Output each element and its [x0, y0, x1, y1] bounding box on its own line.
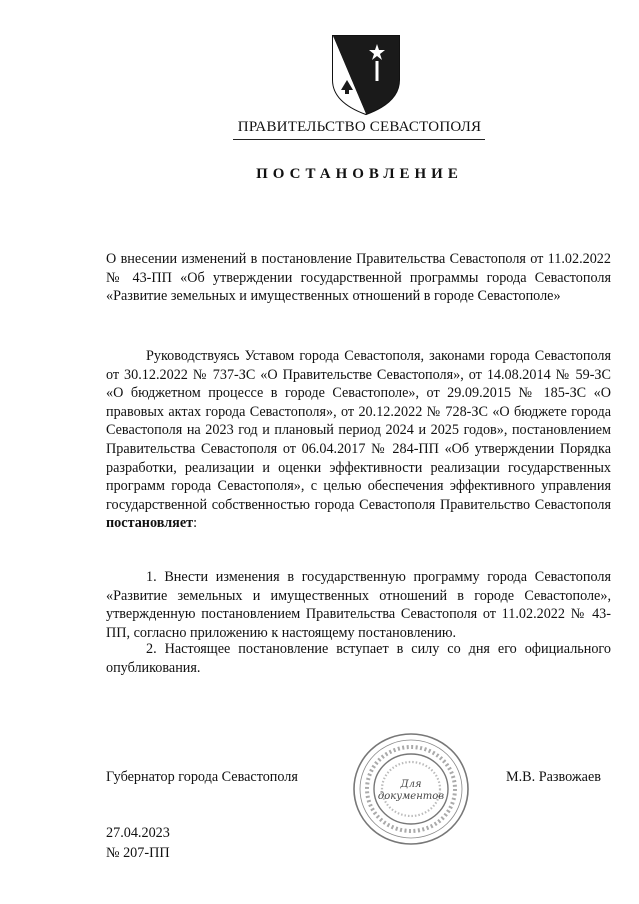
document-type-label: ПОСТАНОВЛЕНИЕ	[256, 166, 463, 182]
decree-item-1: 1. Внести изменения в государственную программу города Севастополя «Развитие земельных и имущественных отношений в городе Севастополе», утвержденную постановлением Правительства Севастополя от 11.02.2022 № 43-ПП, согласно приложению к настоящему постановлению.	[106, 569, 611, 641]
preamble-paragraph	[106, 347, 611, 533]
official-stamp	[350, 730, 472, 848]
document-type	[0, 166, 639, 183]
document-subject: О внесении изменений в постановление Правительства Севастополя от 11.02.2022 № 43-ПП «Об утверждении государственной программы города Севастополя «Развитие земельных и имущественных отношений в городе Севастополе»	[106, 251, 611, 305]
document-number: № 207-ПП	[106, 845, 170, 861]
preamble-colon: :	[193, 515, 198, 532]
signer-position: Губернатор города Севастополя	[106, 769, 298, 785]
header-rule	[233, 139, 485, 140]
decree-word: постановляет	[106, 515, 194, 532]
preamble-text: Руководствуясь Уставом города Севастополя, законами города Севастополя от 30.12.2022 № 737-ЗС «О Правительстве Севастополя», от 14.08.2014 № 59-ЗС «О бюджетном процессе в городе Севастополе», от 29.09.2015 № 185-ЗС «О правовых актах города Севастополя», от 20.12.2022 № 728-ЗС «О бюджете города Севастополя на 2023 год и плановый период 2024 и 2025 годов», постановлением Правительства Севастополя от 06.04.2017 № 284-ПП «Об утверждении Порядка разработки, реализации и оценки эффективности реализации государственных программ города Севастополя», с целью обеспечения эффективного управления государственной собственностью города Севастополя Правительство Севастополя	[106, 348, 611, 513]
decree-item-2: 2. Настоящее постановление вступает в силу со дня его официального опубликования.	[106, 641, 611, 676]
sevastopol-emblem-icon	[327, 28, 405, 116]
document-date: 27.04.2023	[106, 825, 170, 841]
organization-name: ПРАВИТЕЛЬСТВО СЕВАСТОПОЛЯ	[237, 119, 482, 135]
stamp-center-line-2: документов	[377, 791, 445, 802]
stamp-center-line-1: Для	[400, 779, 422, 790]
signer-name: М.В. Развожаев	[506, 769, 601, 785]
organization-header	[0, 119, 639, 136]
